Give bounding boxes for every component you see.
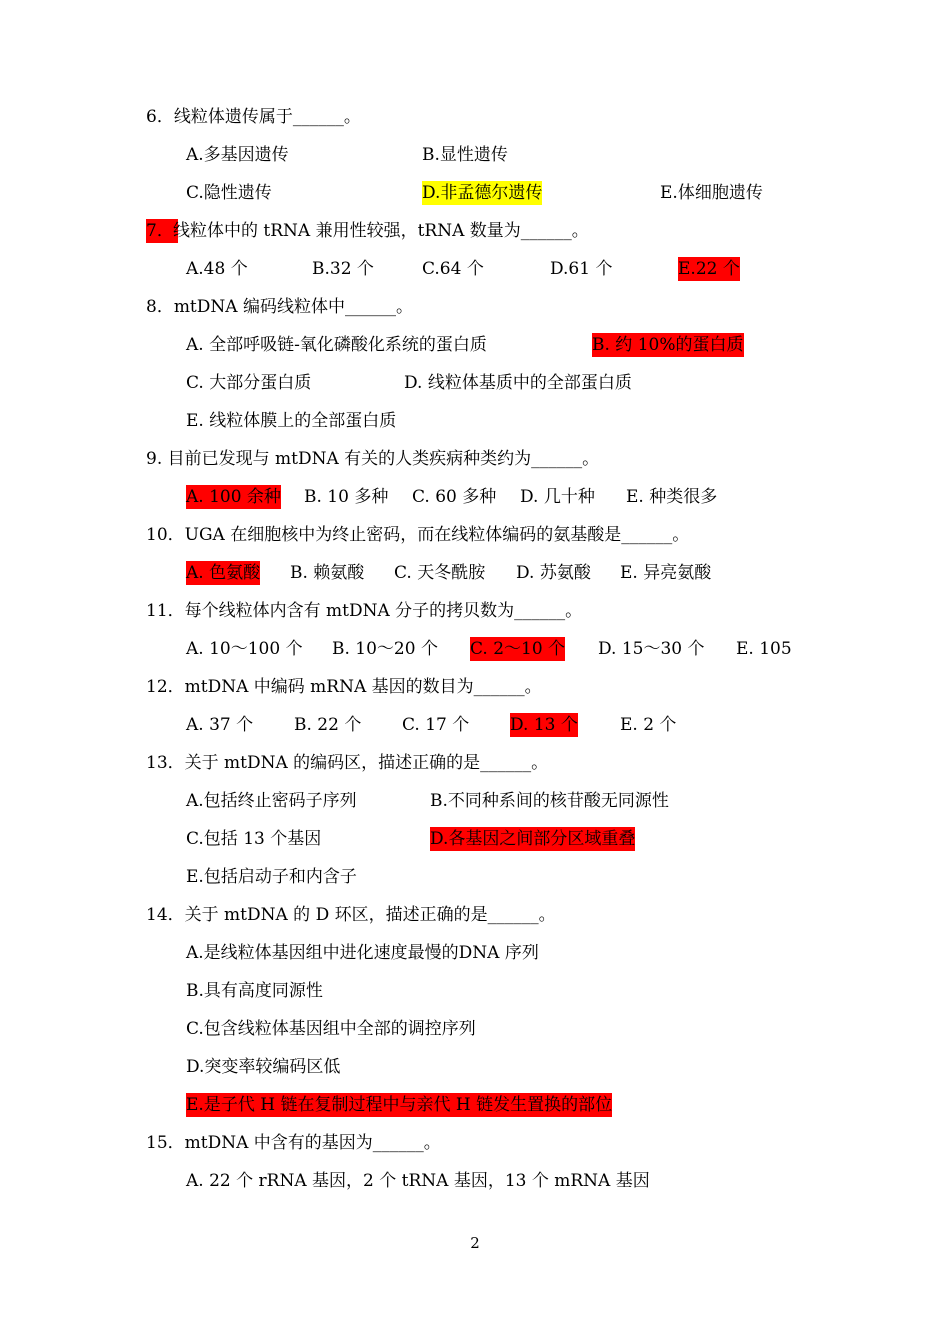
q14-option-d: D.突变率较编码区低 [186,1057,341,1077]
page-number: 2 [470,1234,480,1252]
question-10-stem: 10．UGA 在细胞核中为终止密码，而在线粒体编码的氨基酸是______。 [146,525,690,545]
question-9-stem: 9. 目前已发现与 mtDNA 有关的人类疾病种类约为______。 [146,449,600,469]
q6-option-a: A.多基因遗传 [186,145,289,165]
q8-option-e: E. 线粒体膜上的全部蛋白质 [186,411,397,431]
q12-option-d-answer: D. 13 个 [510,715,578,735]
q12-option-c: C. 17 个 [402,715,470,735]
q9-option-d: D. 几十种 [520,487,595,507]
question-12-stem: 12．mtDNA 中编码 mRNA 基因的数目为______。 [146,677,542,697]
q8-option-a: A. 全部呼吸链-氧化磷酸化系统的蛋白质 [186,335,487,355]
q6-option-b: B.显性遗传 [422,145,508,165]
q11-option-d: D. 15～30 个 [598,639,705,659]
q11-option-b: B. 10～20 个 [332,639,438,659]
q13-option-c: C.包括 13 个基因 [186,829,322,849]
q15-option-a: A. 22 个 rRNA 基因，2 个 tRNA 基因，13 个 mRNA 基因 [186,1171,650,1191]
question-13-options-row2 [186,827,886,851]
q7-option-d: D.61 个 [550,259,613,279]
question-12-options [186,713,886,737]
q7-option-a: A.48 个 [186,259,248,279]
q9-option-b: B. 10 多种 [304,487,389,507]
question-15-stem: 15．mtDNA 中含有的基因为______。 [146,1133,441,1153]
q12-option-e: E. 2 个 [620,715,677,735]
q6-option-c: C.隐性遗传 [186,183,272,203]
q6-option-d-answer: D.非孟德尔遗传 [422,183,543,203]
q11-option-e: E. 105 [736,639,792,659]
question-7-options [186,257,886,281]
q10-option-b: B. 赖氨酸 [290,563,365,583]
q12-option-a: A. 37 个 [186,715,254,735]
question-7-stem-line [146,219,846,243]
q9-option-e: E. 种类很多 [626,487,718,507]
question-10-options [186,561,886,585]
q8-option-d: D. 线粒体基质中的全部蛋白质 [404,373,632,393]
q9-option-a-answer: A. 100 余种 [186,487,281,507]
q11-option-c-answer: C. 2～10 个 [470,639,566,659]
q14-option-a: A.是线粒体基因组中进化速度最慢的DNA 序列 [186,943,539,963]
q9-option-c: C. 60 多种 [412,487,497,507]
q6-option-e: E.体细胞遗传 [660,183,763,203]
q11-option-a: A. 10～100 个 [186,639,303,659]
question-14-stem: 14．关于 mtDNA 的 D 环区，描述正确的是______。 [146,905,556,925]
question-13-stem: 13．关于 mtDNA 的编码区，描述正确的是______。 [146,753,549,773]
q10-option-d: D. 苏氨酸 [516,563,591,583]
q10-option-a-answer: A. 色氨酸 [186,563,261,583]
question-6-options-row2 [186,181,886,205]
question-8-options-row2 [186,371,886,395]
q10-option-c: C. 天冬酰胺 [394,563,486,583]
q10-option-e: E. 异亮氨酸 [620,563,712,583]
question-6-stem: 6．线粒体遗传属于______。 [146,107,361,127]
question-8-options-row1 [186,333,886,357]
question-9-options [186,485,886,509]
q13-option-b: B.不同种系间的核苷酸无同源性 [430,791,669,811]
question-7-number: 7． [146,219,178,243]
question-11-stem: 11．每个线粒体内含有 mtDNA 分子的拷贝数为______。 [146,601,583,621]
q14-option-c: C.包含线粒体基因组中全部的调控序列 [186,1019,476,1039]
question-6-options-row1 [186,143,886,167]
q7-option-c: C.64 个 [422,259,484,279]
question-8-stem: 8．mtDNA 编码线粒体中______。 [146,297,413,317]
q8-option-c: C. 大部分蛋白质 [186,373,312,393]
question-7-stem: 线粒体中的 tRNA 兼用性较强，tRNA 数量为______。 [173,221,589,241]
q13-option-e: E.包括启动子和内含子 [186,867,357,887]
q8-option-b-answer: B. 约 10%的蛋白质 [592,335,744,355]
q14-option-e-answer: E.是子代 H 链在复制过程中与亲代 H 链发生置换的部位 [186,1095,613,1115]
q7-option-b: B.32 个 [312,259,374,279]
question-11-options [186,637,906,661]
q12-option-b: B. 22 个 [294,715,362,735]
q13-option-a: A.包括终止密码子序列 [186,791,357,811]
q14-option-b: B.具有高度同源性 [186,981,323,1001]
q13-option-d-answer: D.各基因之间部分区域重叠 [430,829,636,849]
question-13-options-row1 [186,789,886,813]
q7-option-e-answer: E.22 个 [678,259,740,279]
